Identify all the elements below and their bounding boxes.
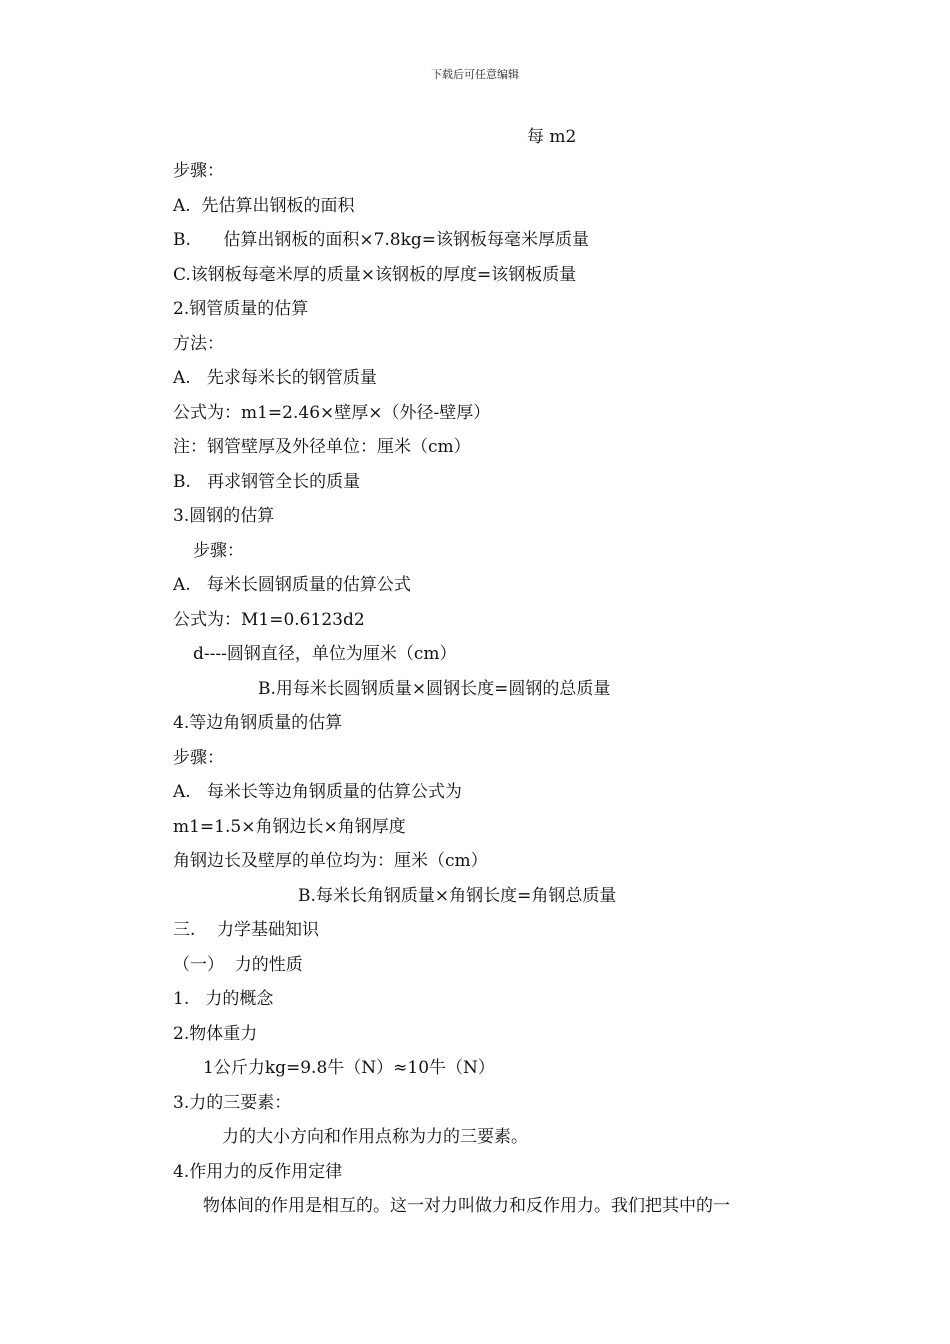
- doc-line: 步骤：: [193, 541, 244, 561]
- doc-line: 1公斤力kg=9.8牛（N）≈10牛（N）: [203, 1058, 495, 1078]
- doc-line: d----圆钢直径，单位为厘米（cm）: [193, 644, 457, 664]
- page-header: 下载后可任意编辑: [431, 68, 519, 81]
- doc-line: 4.等边角钢质量的估算: [173, 713, 343, 733]
- doc-line: A. 先估算出钢板的面积: [173, 196, 355, 216]
- doc-line: 2.物体重力: [173, 1024, 258, 1044]
- doc-line: 3.力的三要素：: [173, 1093, 292, 1113]
- doc-line: A. 先求每米长的钢管质量: [173, 368, 377, 388]
- doc-line: B.用每米长圆钢质量×圆钢长度=圆钢的总质量: [258, 679, 611, 699]
- doc-line: B. 估算出钢板的面积×7.8kg=该钢板每毫米厚质量: [173, 230, 590, 250]
- doc-line: 方法：: [173, 334, 224, 354]
- doc-line: 2.钢管质量的估算: [173, 299, 309, 319]
- doc-line: 角钢边长及壁厚的单位均为：厘米（cm）: [173, 851, 488, 871]
- doc-line: B. 再求钢管全长的质量: [173, 472, 361, 492]
- doc-line: A. 每米长圆钢质量的估算公式: [173, 575, 411, 595]
- doc-line: C.该钢板每毫米厚的质量×该钢板的厚度=该钢板质量: [173, 265, 577, 285]
- doc-line: A. 每米长等边角钢质量的估算公式为: [173, 782, 462, 802]
- doc-line: 力的大小方向和作用点称为力的三要素。: [222, 1127, 528, 1147]
- doc-line: 公式为：M1=0.6123d2: [173, 610, 365, 630]
- doc-line: m1=1.5×角钢边长×角钢厚度: [173, 817, 406, 837]
- doc-line: 每 m2: [527, 127, 577, 147]
- doc-line: 公式为：m1=2.46×壁厚×（外径-壁厚）: [173, 403, 491, 423]
- doc-line: 三. 力学基础知识: [173, 920, 320, 940]
- doc-line: 3.圆钢的估算: [173, 506, 275, 526]
- doc-line: B.每米长角钢质量×角钢长度=角钢总质量: [298, 886, 617, 906]
- doc-line: （一） 力的性质: [173, 955, 303, 975]
- doc-line: 步骤：: [173, 161, 224, 181]
- doc-line: 注：钢管壁厚及外径单位：厘米（cm）: [173, 437, 471, 457]
- doc-line: 物体间的作用是相互的。这一对力叫做力和反作用力。我们把其中的一: [203, 1196, 730, 1216]
- doc-line: 步骤：: [173, 748, 224, 768]
- doc-line: 1. 力的概念: [173, 989, 274, 1009]
- doc-line: 4.作用力的反作用定律: [173, 1162, 343, 1182]
